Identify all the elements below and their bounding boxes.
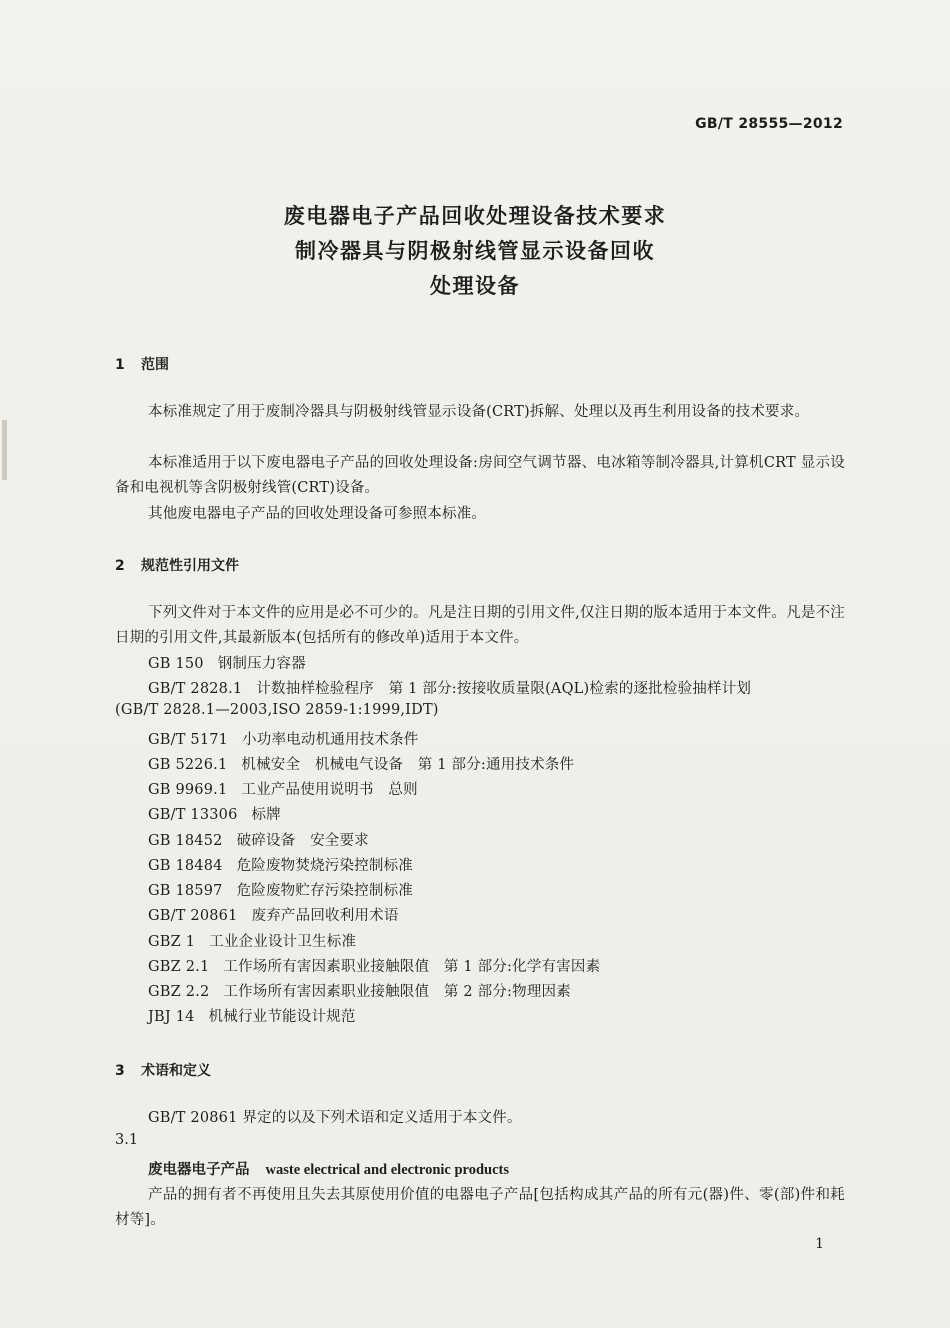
ref-item — [148, 778, 418, 799]
section-1-number: 1 — [115, 357, 125, 373]
ref-code: GBZ 2.1 — [148, 959, 210, 975]
section-1-para-1: 本标准规定了用于废制冷器具与阴极射线管显示设备(CRT)拆解、处理以及再生利用设备的技术要求。 — [148, 404, 810, 420]
section-1-title: 范围 — [141, 357, 169, 373]
ref-item — [148, 955, 600, 976]
ref-title: 工业产品使用说明书 总则 — [241, 782, 418, 798]
standard-number: GB/T 28555—2012 — [695, 116, 843, 132]
ref-code: GB 18597 — [148, 883, 223, 899]
ref-code: GB 5226.1 — [148, 757, 228, 773]
ref-title: 工作场所有害因素职业接触限值 第 2 部分:物理因素 — [223, 984, 571, 1000]
ref-code: GBZ 1 — [148, 934, 196, 950]
ref-title: 计数抽样检验程序 第 1 部分:按接收质量限(AQL)检索的逐批检验抽样计划 — [256, 681, 752, 697]
ref-item — [148, 728, 419, 749]
section-2-title: 规范性引用文件 — [141, 558, 239, 574]
section-3-intro: GB/T 20861 界定的以及下列术语和定义适用于本文件。 — [148, 1110, 522, 1126]
ref-code: GB/T 5171 — [148, 732, 229, 748]
page-number: 1 — [815, 1236, 824, 1252]
section-3-title: 术语和定义 — [141, 1063, 211, 1079]
ref-item — [148, 980, 571, 1001]
section-2-heading — [115, 555, 239, 575]
ref-item — [148, 879, 413, 900]
ref-item — [148, 753, 574, 774]
ref-item — [148, 652, 306, 673]
ref-item — [148, 854, 413, 875]
ref-code: GB 9969.1 — [148, 782, 228, 798]
ref-item — [148, 1005, 356, 1026]
ref-continuation: (GB/T 2828.1—2003,ISO 2859-1:1999,IDT) — [115, 702, 439, 718]
ref-title: 机械安全 机械电气设备 第 1 部分:通用技术条件 — [241, 757, 575, 773]
ref-title: 机械行业节能设计规范 — [208, 1009, 356, 1025]
ref-title: 破碎设备 安全要求 — [236, 833, 369, 849]
section-1-para-3: 其他废电器电子产品的回收处理设备可参照本标准。 — [148, 506, 487, 522]
ref-title: 小功率电动机通用技术条件 — [242, 732, 419, 748]
ref-code: GB/T 20861 — [148, 908, 238, 924]
ref-item — [148, 930, 356, 951]
section-3-number: 3 — [115, 1063, 125, 1079]
section-3-heading — [115, 1060, 211, 1080]
ref-code: GB 18452 — [148, 833, 223, 849]
section-1-heading — [115, 354, 169, 374]
ref-title: 废弃产品回收利用术语 — [251, 908, 399, 924]
subsection-number: 3.1 — [115, 1132, 139, 1148]
ref-item — [148, 904, 399, 925]
term-entry — [148, 1158, 509, 1179]
ref-code: GB/T 2828.1 — [148, 681, 243, 697]
ref-title: 标牌 — [251, 807, 281, 823]
ref-code: GB 150 — [148, 656, 204, 672]
term-english: waste electrical and electronic products — [265, 1162, 509, 1178]
ref-title: 工业企业设计卫生标准 — [209, 934, 357, 950]
section-2-intro: 下列文件对于本文件的应用是必不可少的。凡是注日期的引用文件,仅注日期的版本适用于本文件。凡是不注日期的引用文件,其最新版本(包括所有的修改单)适用于本文件。 — [115, 605, 845, 646]
section-2-number: 2 — [115, 558, 125, 574]
ref-item — [148, 829, 369, 850]
ref-code: JBJ 14 — [148, 1009, 195, 1025]
section-1-para-2: 本标准适用于以下废电器电子产品的回收处理设备:房间空气调节器、电冰箱等制冷器具,计算机CRT 显示设备和电视机等含阴极射线管(CRT)设备。 — [115, 455, 845, 496]
term-chinese: 废电器电子产品 — [148, 1162, 250, 1178]
title-line-1: 废电器电子产品回收处理设备技术要求 — [283, 204, 667, 228]
ref-title: 工作场所有害因素职业接触限值 第 1 部分:化学有害因素 — [223, 959, 601, 975]
term-definition: 产品的拥有者不再使用且失去其原使用价值的电器电子产品[包括构成其产品的所有元(器)件、零(部)件和耗材等]。 — [115, 1187, 845, 1228]
ref-item — [148, 677, 751, 698]
ref-title: 钢制压力容器 — [217, 656, 306, 672]
ref-code: GB/T 13306 — [148, 807, 238, 823]
title-line-2: 制冷器具与阴极射线管显示设备回收 — [295, 239, 655, 263]
scan-edge-mark — [2, 420, 7, 480]
ref-title: 危险废物贮存污染控制标准 — [236, 883, 413, 899]
ref-title: 危险废物焚烧污染控制标准 — [236, 858, 413, 874]
title-line-3: 处理设备 — [430, 274, 520, 298]
ref-code: GBZ 2.2 — [148, 984, 210, 1000]
ref-item — [148, 803, 281, 824]
ref-code: GB 18484 — [148, 858, 223, 874]
